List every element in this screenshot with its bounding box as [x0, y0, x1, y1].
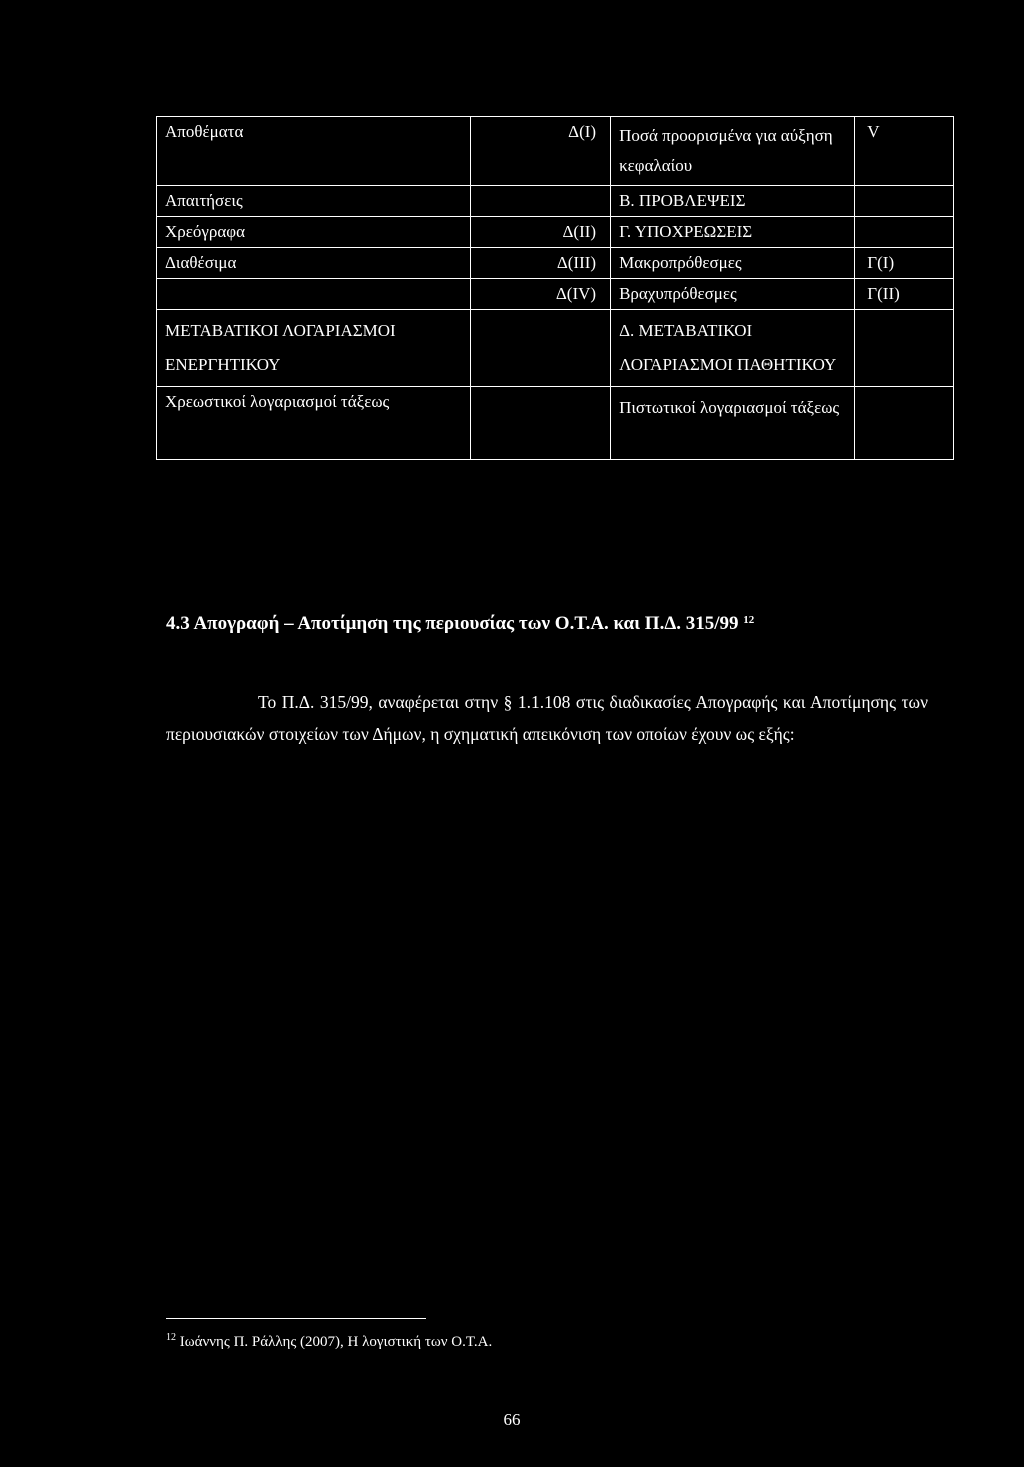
footnote-text: Ιωάννης Π. Ράλλης (2007), Η λογιστική των Ο.Τ.Α.	[179, 1334, 493, 1350]
table-cell	[855, 186, 954, 217]
table-row	[157, 217, 954, 248]
table-row	[157, 248, 954, 279]
table-cell: Αποθέματα	[157, 117, 471, 186]
table-row	[157, 387, 954, 460]
body-paragraph-text: Το Π.Δ. 315/99, αναφέρεται στην § 1.1.108 στις διαδικασίες Απογραφής και Αποτίμησης των περιουσιακών στοιχείων των Δήμων, η σχηματική απεικόνιση των οποίων έχουν ως εξής:	[166, 692, 928, 744]
table-cell: Χρεωστικοί λογαριασμοί τάξεως	[157, 387, 471, 460]
table-cell	[855, 387, 954, 460]
table-cell	[470, 310, 610, 387]
table-cell: Μακροπρόθεσμες	[611, 248, 855, 279]
table-cell	[855, 310, 954, 387]
footnote	[166, 1332, 492, 1351]
table-cell	[470, 186, 610, 217]
balance-sheet-table	[156, 116, 954, 460]
table-cell: ΜΕΤΑΒΑΤΙΚΟΙ ΛΟΓΑΡΙΑΣΜΟΙ ΕΝΕΡΓΗΤΙΚΟΥ	[157, 310, 471, 387]
table-cell: Γ(ΙΙ)	[855, 279, 954, 310]
table-cell: Γ(Ι)	[855, 248, 954, 279]
table-cell: Χρεόγραφα	[157, 217, 471, 248]
table-cell: Απαιτήσεις	[157, 186, 471, 217]
table-cell	[855, 217, 954, 248]
table-cell: Β. ΠΡΟΒΛΕΨΕΙΣ	[611, 186, 855, 217]
table-row	[157, 310, 954, 387]
table-cell: Δ(Ι)	[470, 117, 610, 186]
footnote-number: 12	[166, 1332, 176, 1343]
section-heading	[166, 602, 926, 646]
table-row	[157, 117, 954, 186]
footnote-separator	[166, 1318, 426, 1319]
table-cell: Δ. ΜΕΤΑΒΑΤΙΚΟΙ ΛΟΓΑΡΙΑΣΜΟΙ ΠΑΘΗΤΙΚΟΥ	[611, 310, 855, 387]
table-cell: Βραχυπρόθεσμες	[611, 279, 855, 310]
table-cell: V	[855, 117, 954, 186]
table-cell: Πιστωτικοί λογαριασμοί τάξεως	[611, 387, 855, 460]
table-cell	[470, 387, 610, 460]
section-heading-text: 4.3 Απογραφή – Αποτίμηση της περιουσίας των Ο.Τ.Α. και Π.Δ. 315/99	[166, 613, 739, 634]
footnote-reference: 12	[743, 614, 755, 626]
table-cell: Δ(ΙΙ)	[470, 217, 610, 248]
body-paragraph	[166, 686, 928, 750]
table-cell: Ποσά προορισμένα για αύξηση κεφαλαίου	[611, 117, 855, 186]
page-number: 66	[503, 1410, 521, 1429]
table-cell: Δ(ΙΙΙ)	[470, 248, 610, 279]
table-cell	[157, 279, 471, 310]
table-row	[157, 279, 954, 310]
table-cell: Διαθέσιμα	[157, 248, 471, 279]
table-cell: Δ(IV)	[470, 279, 610, 310]
table-row	[157, 186, 954, 217]
table-cell: Γ. ΥΠΟΧΡΕΩΣΕΙΣ	[611, 217, 855, 248]
